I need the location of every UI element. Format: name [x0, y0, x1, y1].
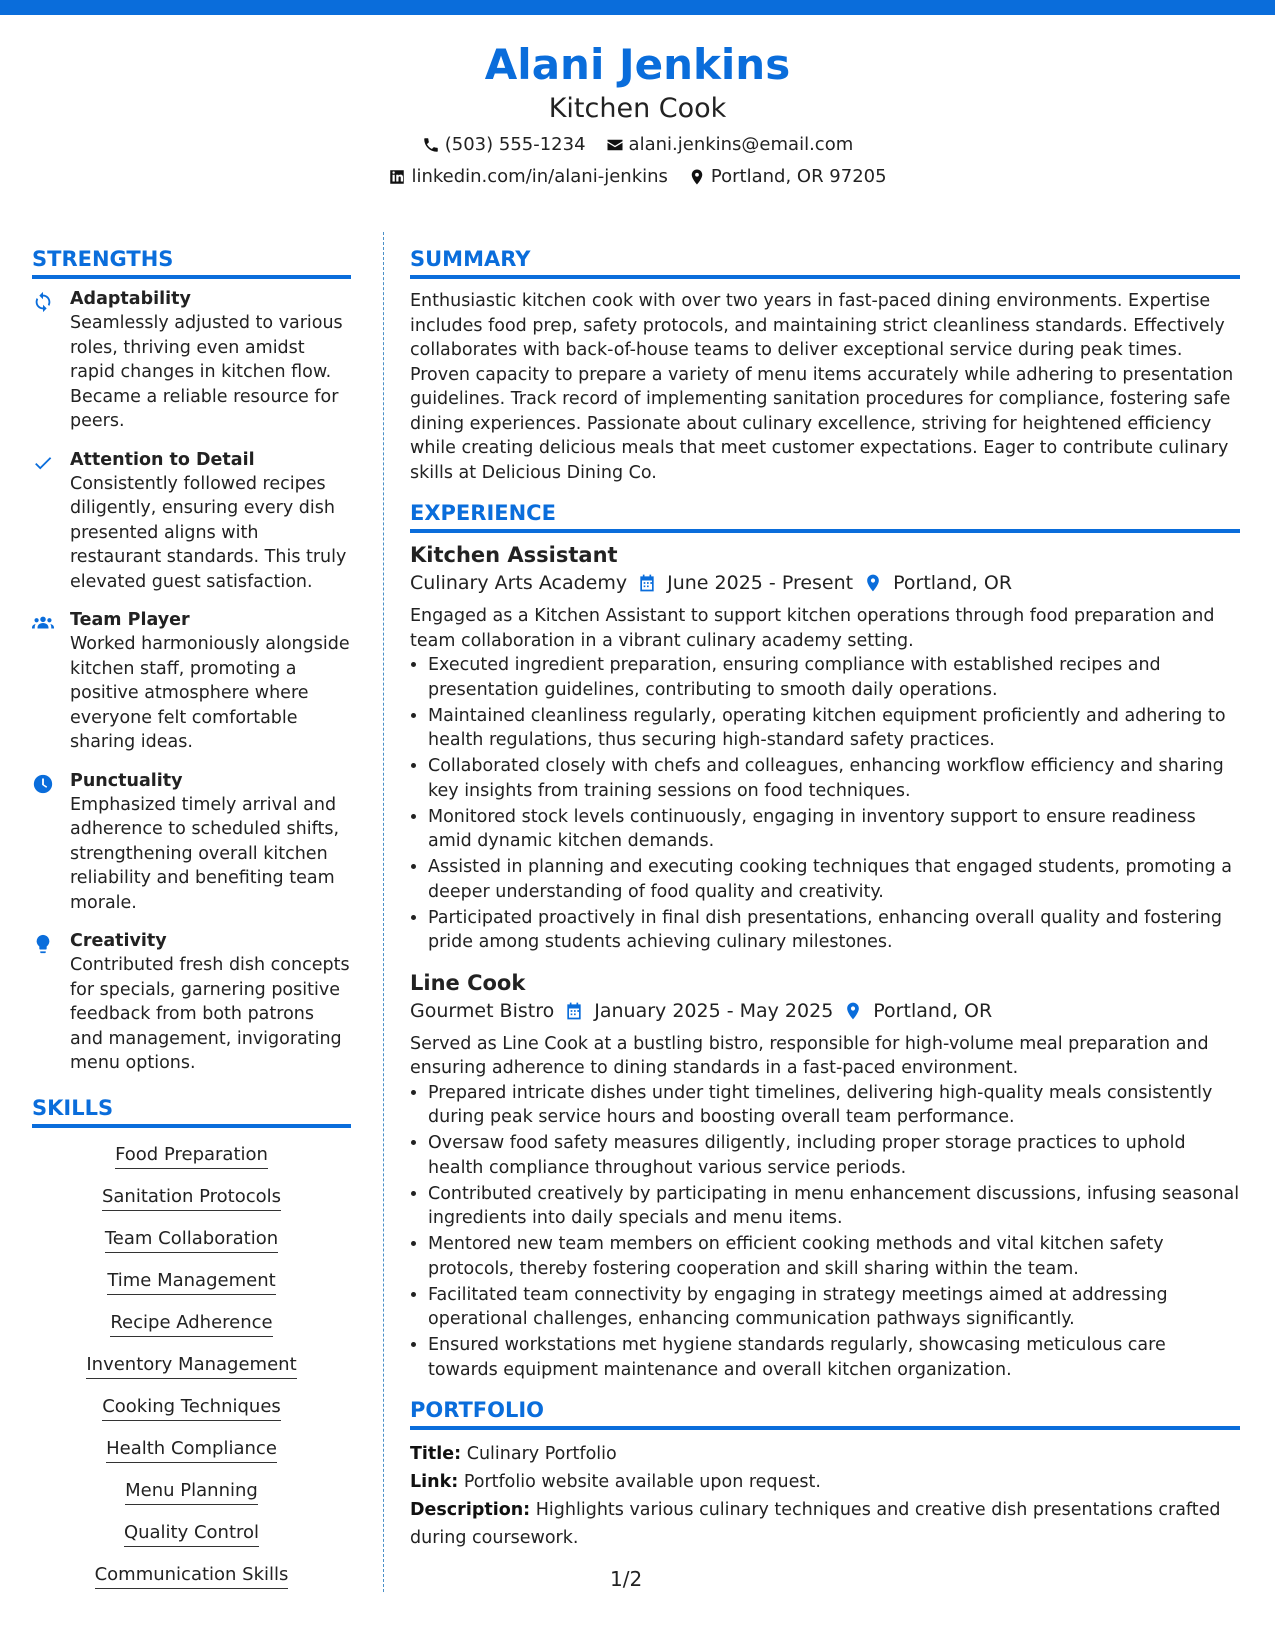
- candidate-role: Kitchen Cook: [548, 93, 727, 124]
- portfolio-description-line: [410, 1496, 1240, 1552]
- top-accent-bar: [0, 0, 1275, 15]
- job-title: Kitchen Assistant: [410, 543, 618, 567]
- contact-row-1: [0, 134, 1275, 155]
- portfolio-title-line: [410, 1440, 1240, 1468]
- email-contact[interactable]: [606, 134, 854, 155]
- users-icon: [32, 612, 54, 634]
- strength-item: [32, 450, 351, 595]
- skill-tag: Communication Skills: [95, 1564, 289, 1589]
- strength-item: [32, 931, 351, 1076]
- skill-tag: Food Preparation: [115, 1144, 268, 1169]
- job-bullet: • Participated proactively in final dish presentations, enhancing overall quality and fostering pride among students achieving culinary milestones.: [428, 906, 1240, 955]
- column-divider: [383, 232, 384, 1592]
- lightbulb-icon: [32, 933, 54, 955]
- location-contact: [688, 166, 887, 187]
- job-entry: [410, 543, 1240, 955]
- job-bullet: • Executed ingredient preparation, ensuring compliance with established recipes and presentation guidelines, contributing to smooth daily operations.: [428, 653, 1240, 702]
- skill-tag: Inventory Management: [86, 1354, 296, 1379]
- map-pin-icon: [688, 168, 706, 186]
- skill-tag: Cooking Techniques: [102, 1396, 281, 1421]
- strength-title: Creativity: [70, 931, 167, 951]
- clock-icon: [32, 773, 54, 795]
- phone-icon: [422, 136, 440, 154]
- job-bullet: • Collaborated closely with chefs and colleagues, enhancing workflow efficiency and sharing key insights from training sessions on food techniques.: [428, 754, 1240, 803]
- right-column: [410, 247, 1240, 1552]
- skill-tag: Menu Planning: [125, 1480, 258, 1505]
- email-text: alani.jenkins@email.com: [628, 134, 854, 155]
- portfolio-description-value: Highlights various culinary techniques and creative dish presentations crafted during coursework.: [410, 1500, 1221, 1548]
- skill-tag: Recipe Adherence: [110, 1312, 272, 1337]
- job-description: Engaged as a Kitchen Assistant to support kitchen operations through food preparation and team collaboration in a vibrant culinary academy setting.: [410, 606, 1215, 651]
- skill-tag: Health Compliance: [106, 1438, 277, 1463]
- sync-icon: [32, 291, 54, 313]
- strength-desc: Contributed fresh dish concepts for specials, garnering positive feedback from both patrons and management, invigorating menu options.: [70, 955, 350, 1073]
- job-bullet: • Contributed creatively by participating in menu enhancement discussions, infusing seasonal ingredients into daily specials and menu items.: [428, 1182, 1240, 1231]
- strength-item: [32, 771, 351, 916]
- job-bullets: [410, 1081, 1240, 1383]
- job-bullet: • Oversaw food safety measures diligently, including proper storage practices to uphold health compliance throughout various service periods.: [428, 1131, 1240, 1180]
- linkedin-icon: [388, 168, 406, 186]
- strengths-heading: STRENGTHS: [32, 247, 351, 279]
- portfolio-link-value: Portfolio website available upon request.: [463, 1472, 821, 1492]
- job-bullet: • Facilitated team connectivity by engaging in strategy meetings aimed at addressing operational challenges, enhancing communication pathways significantly.: [428, 1283, 1240, 1332]
- portfolio-title-value: Culinary Portfolio: [466, 1444, 617, 1464]
- check-icon: [32, 452, 54, 474]
- skill-tag: Time Management: [107, 1270, 275, 1295]
- skill-tag: Quality Control: [124, 1522, 259, 1547]
- job-bullet: • Ensured workstations met hygiene standards regularly, showcasing meticulous care towards equipment maintenance and overall kitchen organization.: [428, 1333, 1240, 1382]
- left-column: [32, 247, 351, 1606]
- linkedin-contact[interactable]: [388, 166, 667, 187]
- job-dates: June 2025 - Present: [667, 572, 854, 594]
- portfolio-description-label: Description:: [410, 1500, 531, 1520]
- job-location: Portland, OR: [873, 999, 993, 1022]
- candidate-name: Alani Jenkins: [484, 40, 791, 89]
- job-bullet: • Mentored new team members on efficient cooking methods and vital kitchen safety protocols, thereby fostering cooperation and skill sharing within the team.: [428, 1232, 1240, 1281]
- job-dates: January 2025 - May 2025: [594, 999, 834, 1022]
- map-pin-icon: [843, 1001, 863, 1021]
- strength-title: Team Player: [70, 610, 190, 630]
- job-location: Portland, OR: [893, 572, 1013, 594]
- job-bullets: [410, 653, 1240, 955]
- summary-heading: SUMMARY: [410, 247, 1240, 279]
- portfolio-link-line: [410, 1468, 1240, 1496]
- strength-title: Punctuality: [70, 770, 183, 791]
- job-meta: [410, 1000, 1240, 1022]
- strength-desc: Seamlessly adjusted to various roles, thriving even amidst rapid changes in kitchen flow. Became a reliable resource for peers.: [70, 313, 343, 431]
- contact-row-2: [0, 166, 1275, 187]
- phone-contact[interactable]: [422, 134, 586, 155]
- summary-text: Enthusiastic kitchen cook with over two years in fast-paced dining environments. Expertise includes food prep, safety protocols, and maintaining strict cleanliness standards. Effectively collaborates with back-of-house teams to deliver exceptional service during peak times. Proven capacity to prepare a variety of menu items accurately while adhering to presentation guidelines. Track record of implementing sanitation procedures for compliance, fostering safe dining experiences. Passionate about culinary excellence, striving for heightened efficiency while creating delicious meals that meet customer expectations. Eager to contribute culinary skills at Delicious Dining Co.: [410, 291, 1234, 483]
- phone-text: (503) 555-1234: [444, 134, 586, 155]
- calendar-icon: [637, 573, 657, 593]
- linkedin-text: linkedin.com/in/alani-jenkins: [411, 166, 668, 187]
- experience-heading: EXPERIENCE: [410, 501, 1240, 533]
- job-description: Served as Line Cook at a bustling bistro, responsible for high-volume meal preparation and ensuring adherence to dining standards in a fast-paced environment.: [410, 1033, 1209, 1078]
- page-number: 1/2: [610, 1567, 643, 1591]
- job-entry: [410, 971, 1240, 1383]
- portfolio-link-label: Link:: [410, 1472, 459, 1492]
- portfolio-title-label: Title:: [410, 1444, 462, 1464]
- strength-desc: Emphasized timely arrival and adherence to scheduled shifts, strengthening overall kitchen reliability and benefiting team morale.: [70, 794, 340, 913]
- job-title: Line Cook: [410, 970, 526, 995]
- skills-list: [32, 1138, 351, 1606]
- job-bullet: • Assisted in planning and executing cooking techniques that engaged students, promoting a deeper understanding of food quality and creativity.: [428, 855, 1240, 904]
- job-bullet: • Maintained cleanliness regularly, operating kitchen equipment proficiently and adhering to health regulations, thus securing high-standard safety practices.: [428, 704, 1240, 753]
- portfolio-heading: PORTFOLIO: [410, 1398, 1240, 1430]
- strength-desc: Consistently followed recipes diligently, ensuring every dish presented aligns with restaurant standards. This truly elevated guest satisfaction.: [70, 473, 347, 592]
- calendar-icon: [564, 1001, 584, 1021]
- skill-tag: Team Collaboration: [105, 1228, 278, 1253]
- strength-title: Attention to Detail: [70, 449, 255, 470]
- job-meta: [410, 572, 1240, 594]
- envelope-icon: [606, 136, 624, 154]
- job-company: Gourmet Bistro: [410, 999, 555, 1022]
- map-pin-icon: [863, 573, 883, 593]
- job-bullet: • Prepared intricate dishes under tight timelines, delivering high-quality meals consistently during peak service hours and boosting overall team performance.: [428, 1081, 1240, 1130]
- job-company: Culinary Arts Academy: [410, 572, 628, 594]
- strength-desc: Worked harmoniously alongside kitchen staff, promoting a positive atmosphere where everyone felt comfortable sharing ideas.: [70, 634, 350, 752]
- skill-tag: Sanitation Protocols: [102, 1186, 281, 1211]
- location-text: Portland, OR 97205: [710, 166, 887, 187]
- job-bullet: • Monitored stock levels continuously, engaging in inventory support to ensure readiness amid dynamic kitchen demands.: [428, 805, 1240, 854]
- strength-item: [32, 289, 351, 434]
- strength-item: [32, 610, 351, 755]
- strength-title: Adaptability: [70, 289, 191, 309]
- skills-heading: SKILLS: [32, 1096, 351, 1128]
